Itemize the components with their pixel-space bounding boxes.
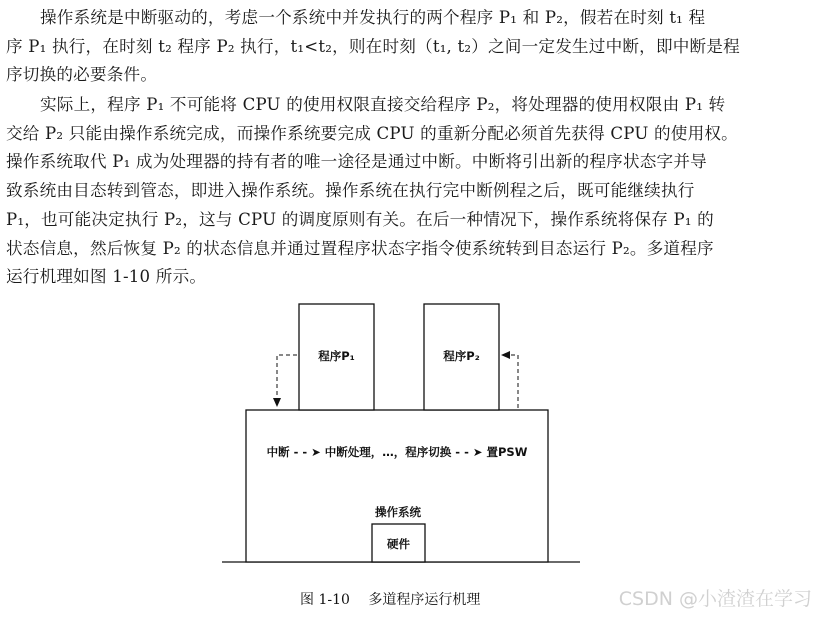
p2-arrowhead [501,351,510,359]
os-to-p2-arrow [509,355,518,408]
p1-to-os-arrow [277,355,297,400]
os-label: 操作系统 [375,505,421,519]
paragraph-2-line-6: 状态信息，然后恢复 P₂ 的状态信息并通过置程序状态字指令使系统转到目态运行 P₂。多道程序 [6,238,714,258]
paragraph-2-line-4: 致系统由目态转到管态，即进入操作系统。操作系统在执行完中断例程之后，既可能继续执行 [6,181,695,201]
program-p1-label: 程序P₁ [318,349,355,363]
paragraph-1-line-3: 序切换的必要条件。 [6,65,158,85]
figure-number: 图 1-10 [300,592,350,608]
paragraph-2-line-1: 实际上，程序 P₁ 不可能将 CPU 的使用权限直接交给程序 P₂，将处理器的使用权限由 P₁ 转 [40,95,726,114]
figure-caption [300,589,480,609]
figure-title: 多道程序运行机理 [368,592,481,608]
paragraph-2-line-7: 运行机理如图 1-10 所示。 [6,267,207,287]
hardware-label: 硬件 [387,537,410,551]
os-flow-label: 中断 - - ➤ 中断处理，…，程序切换 - - ➤ 置PSW [266,445,528,459]
paragraph-1-line-1: 操作系统是中断驱动的，考虑一个系统中并发执行的两个程序 P₁ 和 P₂，假若在时刻 t₁ 程 [40,8,706,27]
paragraph-2-line-3: 操作系统取代 P₁ 成为处理器的持有者的唯一途径是通过中断。中断将引出新的程序状态字并导 [6,152,707,172]
watermark: CSDN @小渣渣在学习 [618,588,812,610]
program-p2-label: 程序P₂ [443,349,480,363]
paragraph-2-line-2: 交给 P₂ 只能由操作系统完成，而操作系统要完成 CPU 的重新分配必须首先获得 CPU 的使用权。 [6,123,738,143]
p1-arrowhead [273,398,281,407]
paragraph-2-line-5: P₁，也可能决定执行 P₂，这与 CPU 的调度原则有关。在后一种情况下，操作系统将保存 P₁ 的 [6,209,714,229]
paragraph-1-line-2: 序 P₁ 执行，在时刻 t₂ 程序 P₂ 执行，t₁<t₂，则在时刻（t₁, t₂）之间一定发生过中断，即中断是程 [6,36,740,56]
